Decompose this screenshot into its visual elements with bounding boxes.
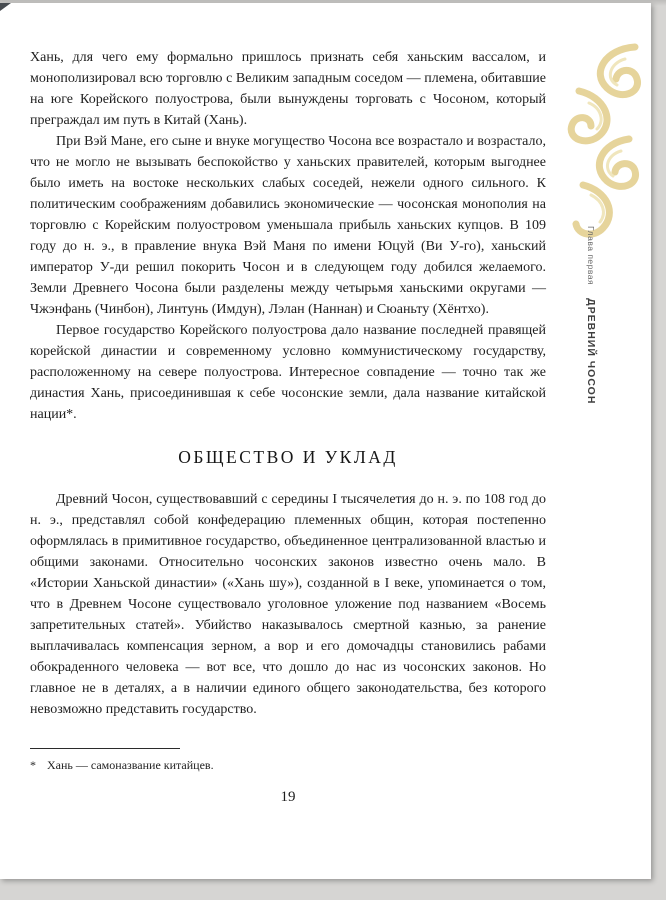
- paragraph-2: При Вэй Мане, его сыне и внуке могущество Чосона все возрастало и возрастало, что не могло не вызывать беспокойство у ханьских правителей, которым выгоднее было иметь на востоке нескольких слабых соседей, нежели одного сильного. К политическим соображениям добавились экономические — чосонская монополия на торговлю с Корейским полуостровом уменьшала прибыль ханьских купцов. В 109 году до н. э., в правление внука Вэй Маня по имени Юцуй (Ви У-го), ханьский император У-ди решил покорить Чосон и в следующем году добился желаемого. Земли Древнего Чосона были разделены между четырьмя ханьскими округами — Чжэнфань (Чинбон), Линтунь (Имдун), Лэлан (Наннан) и Сюаньту (Хёнтхо).: [30, 134, 546, 317]
- text-column: [30, 47, 546, 773]
- footnote: [30, 757, 546, 773]
- chapter-title: ДРЕВНИЙ ЧОСОН: [585, 298, 597, 405]
- section-heading: ОБЩЕСТВО И УКЛАД: [178, 447, 398, 467]
- paragraph-1: Хань, для чего ему формально пришлось признать себя ханьским вассалом, и монополизировал всю торговлю с Великим западным соседом — племена, обитавшие на юге Корейского полуострова, были вынуждены торговать с Чосоном, который преграждал им путь в Китай (Хань).: [30, 50, 546, 128]
- footnote-marker: *: [30, 758, 36, 772]
- chapter-label: Глава первая: [586, 226, 596, 286]
- paragraph-3: Первое государство Корейского полуострова дало название последней правящей корейской династии и современному условно коммунистическому государству, расположенному на севере полуострова. Интересное совпадение — точно так же династия Хань, присоединившая к себе чосонские земли, дала название китайской нации*.: [30, 323, 546, 422]
- footnote-text: Хань — самоназвание китайцев.: [47, 758, 214, 772]
- floral-ornament: [555, 41, 647, 246]
- book-page: [0, 3, 651, 879]
- page-number: 19: [280, 789, 296, 805]
- paragraph-4: Древний Чосон, существовавший с середины I тысячелетия до н. э. по 108 год до н. э., представлял собой конфедерацию племенных общин, которая постепенно оформлялась в примитивное государство, объединенное централизованной властью и общими законами. Относительно чосонских законов известно очень мало. В «Истории Ханьской династии» («Хань шу»), созданной в I веке, упоминается о том, что в Древнем Чосоне существовало уголовное уложение под названием «Восемь запретительных статей». Убийство наказывалось смертной казнью, за ранение выплачивалась компенсация зерном, а вор и его домочадцы становились рабами обокраденного человека — вот все, что дошло до нас из чосонских законов. Но главное не в деталях, а в наличии единого общего законодательства, без которого невозможно представить государство.: [30, 492, 546, 717]
- footnote-divider: [30, 748, 180, 749]
- ornament-graphic: [555, 41, 647, 246]
- chapter-sidebar: [583, 226, 599, 404]
- scan-corner-artifact: [0, 3, 11, 11]
- footnote-block: [30, 748, 546, 773]
